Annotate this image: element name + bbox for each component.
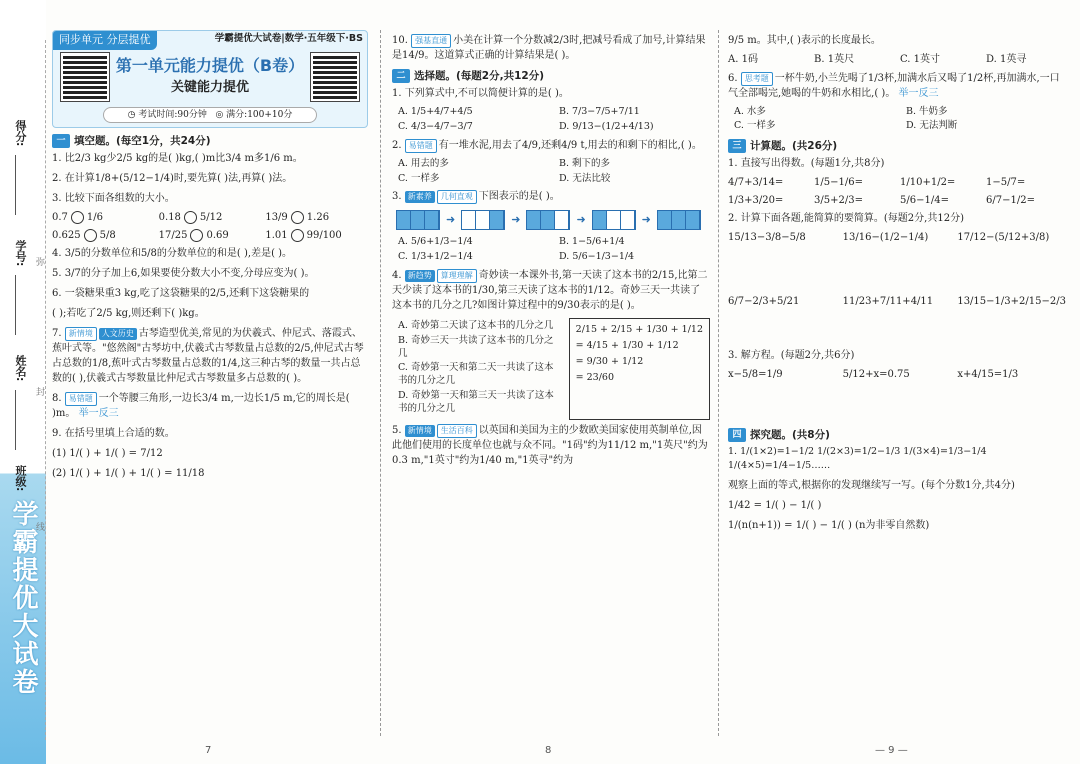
option[interactable]: A. 水多 <box>734 105 766 117</box>
equation: 5/12+x=0.75 <box>842 369 910 381</box>
question: 观察上面的等式,根据你的发现继续写一写。(每个分数1分,共4分) <box>728 480 1015 492</box>
column-2 <box>392 30 710 473</box>
option[interactable]: B. 牛奶多 <box>906 105 948 117</box>
question: 6. 思考题 一杯牛奶,小兰先喝了1/3杯,加满水后又喝了1/2杯,再加满水,一口气全部喝完,她喝的牛奶和水相比,( )。 举一反三 <box>728 72 1060 99</box>
section-header: 二 选择题。(每题2分,共12分) <box>392 69 710 83</box>
calc-item: 13/16−(1/2−1/4) <box>842 232 929 244</box>
qr-code-icon <box>61 53 109 101</box>
calc-item: 1/5−1/6= <box>814 177 863 189</box>
calc-item: 5/6−1/4= <box>900 194 949 206</box>
qr-code-icon <box>311 53 359 101</box>
calc-item: 11/23+7/11+4/11 <box>842 295 934 307</box>
option[interactable]: C. 一样多 <box>734 120 776 132</box>
option[interactable]: B. 1英尺 <box>814 54 855 65</box>
question: 3. 比较下面各组数的大小。 <box>52 193 175 205</box>
option[interactable]: A. 5/6+1/3−1/4 <box>398 236 473 248</box>
answer-circle[interactable] <box>84 229 97 242</box>
compare-item: 17/25 0.69 <box>158 229 229 241</box>
question: 2. 计算下面各题,能简算的要简算。(每题2分,共12分) <box>728 213 964 225</box>
question: 4. 新趋势 算理理解 奇妙读一本课外书,第一天读了这本书的2/15,比第二天少读了这本书的1/30,第三天读了这本书的1/12。奇妙三天一共读了这本书的几分之几?如图计算过程中的9/30表示的是( )。 <box>392 270 708 312</box>
option[interactable]: C. 一样多 <box>398 172 440 184</box>
compare-item: 0.7 1/6 <box>52 212 103 224</box>
question: 3. 新素养 几何直观 下图表示的是( )。 <box>392 191 560 203</box>
column-3 <box>728 30 1068 538</box>
question: 3. 解方程。(每题2分,共6分) <box>728 350 855 362</box>
cut-mark: 线 <box>36 523 46 533</box>
option[interactable]: D. 1英寻 <box>986 54 1027 65</box>
test-subtitle: 关键能力提优 <box>170 80 249 95</box>
arrow-right-icon: ➜ <box>511 213 521 226</box>
label-student-id: 学号: <box>14 240 27 267</box>
series-name: 学霸提优大试卷|数学·五年级下·BS <box>214 33 363 44</box>
fraction-bar <box>657 210 701 230</box>
question: 4. 3/5的分数单位和5/8的分数单位的和是( ),差是( )。 <box>52 248 293 260</box>
question: 7. 新情境 人文历史 古琴造型优美,常见的为伏羲式、仲尼式、落霞式、蕉叶式等。"悠然阁"古琴坊中,伏羲式古琴数量占总数的2/5,仲尼式古琴占总数的1/8,蕉叶式古琴数量占总数的1/4,这三种古琴的数量一共占总数的( ),伏羲式古琴数量比仲尼式古琴数量多占总数的( )。 <box>52 328 364 385</box>
equation-grid <box>728 368 1068 382</box>
calc-item: 1/10+1/2= <box>900 177 956 189</box>
cut-mark: 封 <box>36 388 46 398</box>
question: 1. 下列算式中,不可以简便计算的是( )。 <box>392 88 569 100</box>
fraction-bar <box>592 210 636 230</box>
option[interactable]: D. 5/6−1/3−1/4 <box>559 251 635 263</box>
column-1 <box>52 30 368 486</box>
option[interactable]: C. 1英寸 <box>900 54 941 65</box>
compare-item: 0.625 5/8 <box>52 229 116 241</box>
option[interactable]: C. 奇妙第一天和第二天一共读了这本书的几分之几 <box>398 362 554 387</box>
option[interactable]: B. 剩下的多 <box>559 157 611 169</box>
calc-item: 1/3+3/20= <box>728 194 784 206</box>
option[interactable]: A. 奇妙第二天读了这本书的几分之几 <box>398 320 554 332</box>
question: 9. 在括号里填上合适的数。 <box>52 428 175 440</box>
question: 1/(n(n+1)) = 1/( ) − 1/( ) (n为非零自然数) <box>728 520 930 532</box>
test-info: ◷ 考试时间:90分钟 ◎ 满分:100+10分 <box>103 107 317 123</box>
option[interactable]: D. 无法比较 <box>559 172 611 184</box>
question: 8. 易错题 一个等腰三角形,一边长3/4 m,一边长1/5 m,它的周长是( )m。 举一反三 <box>52 393 350 420</box>
options <box>728 53 1068 67</box>
question: 9/5 m。其中,( )表示的长度最长。 <box>728 35 881 46</box>
answer-circle[interactable] <box>291 229 304 242</box>
compare-grid <box>52 211 368 242</box>
arrow-right-icon: ➜ <box>576 213 586 226</box>
compare-item: 13/9 1.26 <box>265 212 330 224</box>
fraction-bar <box>396 210 440 230</box>
options <box>734 106 1068 134</box>
arrow-right-icon: ➜ <box>641 213 651 226</box>
question: 10. 强基直通 小美在计算一个分数减2/3时,把减号看成了加号,计算结果是14/9。这道算式正确的计算结果是( )。 <box>392 35 706 61</box>
brand-vertical: 学霸提优大试卷 <box>8 500 38 696</box>
cut-mark: 弥 <box>36 258 46 268</box>
calc-item: 17/12−(5/12+3/8) <box>957 232 1050 244</box>
option[interactable]: B. 7/3−7/5+7/11 <box>559 106 640 118</box>
equation: x−5/8=1/9 <box>728 369 783 381</box>
score-icon: ◎ <box>215 110 224 120</box>
answer-circle[interactable] <box>291 211 304 224</box>
option[interactable]: A. 1码 <box>728 54 758 65</box>
option[interactable]: C. 1/3+1/2−1/4 <box>398 251 473 263</box>
page-number: 8 <box>545 745 552 756</box>
fraction-diagram <box>396 210 710 230</box>
header-tag: 同步单元 分层提优 <box>53 31 157 50</box>
calc-grid <box>728 231 1068 308</box>
question: 6. 一袋糖果重3 kg,吃了这袋糖果的2/5,还剩下这袋糖果的 <box>52 288 310 300</box>
calc-grid <box>728 176 1068 207</box>
question: 5. 3/7的分子加上6,如果要使分数大小不变,分母应变为( )。 <box>52 268 315 280</box>
calc-item: 13/15−1/3+2/15−2/3 <box>957 295 1066 307</box>
option[interactable]: B. 奇妙三天一共读了这本书的几分之几 <box>398 334 554 359</box>
option[interactable]: B. 1−5/6+1/4 <box>559 236 625 248</box>
answer-circle[interactable] <box>190 229 203 242</box>
calc-item: 15/13−3/8−5/8 <box>728 232 806 244</box>
question: 1/42 = 1/( ) − 1/( ) <box>728 500 822 512</box>
question: 5. 新情境 生活百科 以英国和美国为主的少数欧美国家使用英制单位,因此他们使用的长度单位也就与众不同。"1码"约为11/12 m,"1英尺"约为0.3 m,"1英寸"约为1/40 m,"1英寻"约为 <box>392 424 708 466</box>
question: (1) 1/( ) + 1/( ) = 7/12 <box>52 448 163 460</box>
option[interactable]: D. 无法判断 <box>906 120 958 132</box>
clock-icon: ◷ <box>127 110 136 120</box>
calc-item: 6/7−1/2= <box>986 194 1035 206</box>
link-practice[interactable]: 举一反三 <box>78 408 119 420</box>
page-number: 7 <box>205 745 212 756</box>
options <box>398 158 710 186</box>
option[interactable]: C. 4/3−4/7−3/7 <box>398 120 473 132</box>
fraction-bar <box>461 210 505 230</box>
question: 1. 直接写出得数。(每题1分,共8分) <box>728 158 885 170</box>
test-header <box>52 30 368 128</box>
calc-item: 4/7+3/14= <box>728 177 784 189</box>
compare-item: 1.01 99/100 <box>265 229 342 241</box>
section-header: 四 探究题。(共8分) <box>728 428 1068 442</box>
test-title: 第一单元能力提优（B卷） <box>115 56 305 75</box>
option[interactable]: A. 用去的多 <box>398 157 449 169</box>
question: (2) 1/( ) + 1/( ) + 1/( ) = 11/18 <box>52 468 205 480</box>
question: 2. 在计算1/8+(5/12−1/4)时,要先算( )法,再算( )法。 <box>52 173 293 185</box>
question: ( );若吃了2/5 kg,则还剩下( )kg。 <box>52 308 205 320</box>
question: 1. 1/(1×2)=1−1/2 1/(2×3)=1/2−1/3 1/(3×4)=1/3−1/4 1/(4×5)=1/4−1/5…… <box>728 445 987 472</box>
option[interactable]: D. 奇妙第一天和第三天一共读了这本书的几分之几 <box>398 390 554 414</box>
fraction-bar <box>526 210 570 230</box>
arrow-right-icon: ➜ <box>446 213 456 226</box>
calc-item: 1−5/7= <box>986 177 1026 189</box>
section-header: 三 计算题。(共26分) <box>728 139 1068 153</box>
compare-item: 0.18 5/12 <box>158 212 223 224</box>
label-score: 得分: <box>14 120 27 147</box>
equation: x+4/15=1/3 <box>957 369 1019 381</box>
question: 1. 比2/3 kg少2/5 kg的是( )kg,( )m比3/4 m多1/6 m。 <box>52 153 303 165</box>
options <box>398 106 710 134</box>
label-class: 班级: <box>14 465 27 492</box>
label-name: 姓名: <box>14 355 27 382</box>
options <box>398 320 561 416</box>
question: 2. 易错题 有一堆水泥,用去了4/9,还剩4/9 t,用去的和剩下的相比,( )。 <box>392 139 702 151</box>
options <box>398 236 710 264</box>
answer-circle[interactable] <box>184 211 197 224</box>
answer-circle[interactable] <box>71 211 84 224</box>
calculation-box: 2/15 + 2/15 + 1/30 + 1/12 = 4/15 + 1/30 + 1/12 = 9/30 + 1/12 = 23/60 <box>569 318 710 420</box>
student-info-margin <box>0 0 46 500</box>
option[interactable]: A. 1/5+4/7+4/5 <box>398 106 473 118</box>
page-number: — 9 — <box>875 745 908 756</box>
option[interactable]: D. 9/13−(1/2+4/13) <box>559 120 654 132</box>
calc-item: 6/7−2/3+5/21 <box>728 295 800 307</box>
section-header: 一 填空题。(每空1分，共24分) <box>52 134 368 148</box>
calc-item: 3/5+2/3= <box>814 194 863 206</box>
link-practice[interactable]: 举一反三 <box>898 87 939 99</box>
